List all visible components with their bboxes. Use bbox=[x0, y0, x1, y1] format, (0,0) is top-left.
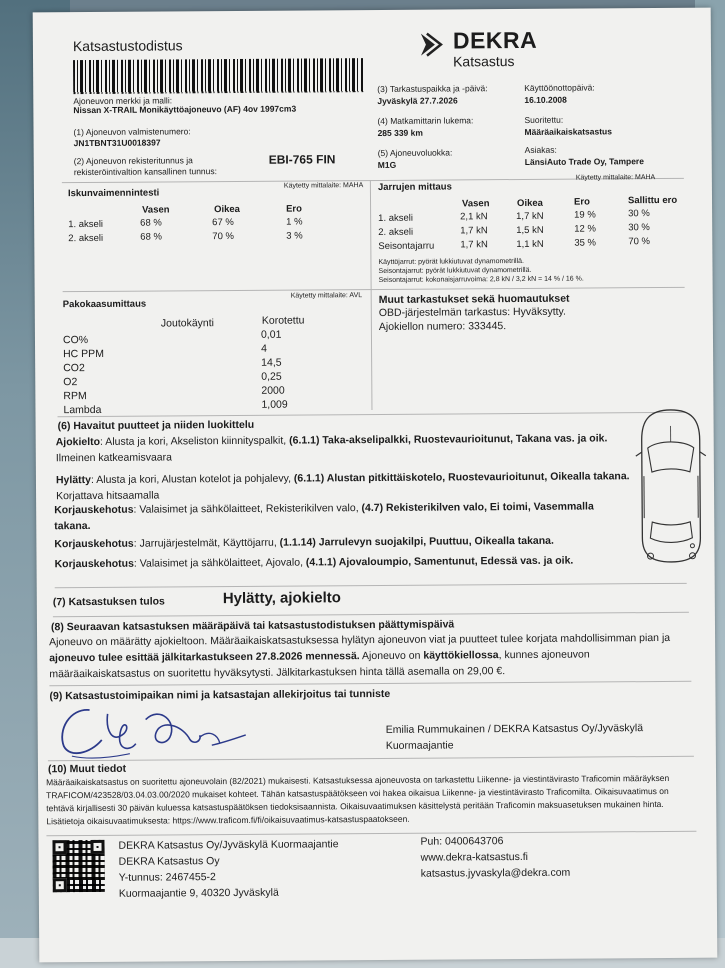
shock-row-label: 1. akseli bbox=[68, 218, 104, 231]
exhaust-col-high: Korotettu bbox=[261, 314, 305, 327]
exhaust-row-label: HC PPM bbox=[63, 347, 104, 361]
defect-text: : Valaisimet ja sähkölaitteet, Rekisterikilven valo, bbox=[133, 502, 362, 516]
exhaust-row-label: Lambda bbox=[63, 403, 102, 417]
brakes-row-right: 1,5 kN bbox=[516, 224, 544, 237]
reg-label-1: (2) Ajoneuvon rekisteritunnus ja bbox=[73, 155, 193, 167]
class-value: M1G bbox=[377, 159, 397, 170]
brakes-col-diff: Ero bbox=[573, 196, 590, 208]
first-use-value: 16.10.2008 bbox=[524, 94, 567, 105]
shock-row-right: 70 % bbox=[212, 230, 234, 243]
brakes-note: Seisontajarrut: pyörät lukkiutuvat dynamometrillä. bbox=[378, 266, 532, 275]
defect-note: Korjattava hitsaamalla bbox=[56, 489, 160, 503]
brakes-row-left: 2,1 kN bbox=[460, 211, 488, 223]
footer-company-line: DEKRA Katsastus Oy/Jyväskylä Kuormaajantie bbox=[118, 838, 339, 852]
brakes-row-allowed: 30 % bbox=[628, 222, 650, 234]
make-model-label: Ajoneuvon merkki ja malli: bbox=[73, 95, 173, 107]
brakes-row-right: 1,7 kN bbox=[516, 210, 544, 223]
exhaust-row-value: 0,01 bbox=[260, 328, 282, 341]
brakes-row-label: 2. akseli bbox=[378, 226, 414, 238]
brakes-device: Käytetty mittalaite: MAHA bbox=[575, 174, 656, 182]
signature-title: (9) Katsastustoimipaikan nimi ja katsastajan allekirjoitus tai tunniste bbox=[49, 687, 391, 703]
footer-company-line: DEKRA Katsastus Oy bbox=[118, 855, 220, 868]
brakes-col-right: Oikea bbox=[516, 197, 543, 210]
other-checks-line: Ajokiellon numero: 333445. bbox=[378, 320, 507, 333]
next-ban: käyttökiellossa bbox=[423, 649, 499, 662]
divider bbox=[55, 583, 687, 588]
defect-text: : Alusta ja kori, Akseliston kiinnityspalkit, bbox=[99, 434, 290, 448]
divider bbox=[63, 287, 685, 292]
result-value: Hylätty, ajokielto bbox=[222, 589, 341, 608]
class-label: (5) Ajoneuvoluokka: bbox=[377, 147, 453, 158]
brakes-row-left: 1,7 kN bbox=[460, 239, 488, 251]
footer-email: katsastus.jyvaskyla@dekra.com bbox=[420, 866, 571, 880]
qr-code-icon bbox=[52, 840, 104, 892]
defect-text: : Alusta ja kori, Alustan kotelot ja pohjalevy, bbox=[90, 472, 294, 486]
shock-row-label: 2. akseli bbox=[68, 232, 104, 245]
defect-entry bbox=[54, 532, 629, 552]
brakes-row-diff: 35 % bbox=[574, 237, 597, 249]
result-label: (7) Katsastuksen tulos bbox=[52, 595, 165, 609]
defect-class: Ajokielto bbox=[55, 435, 101, 449]
defects-title: (6) Havaitut puutteet ja niiden luokittelu bbox=[57, 418, 255, 433]
brakes-row-label: 1. akseli bbox=[378, 212, 414, 224]
qr-corner-icon bbox=[52, 840, 66, 854]
divider bbox=[53, 612, 689, 617]
qr-corner-icon bbox=[53, 878, 67, 892]
brakes-note: Seisontajarrut: kokonaisjarruvoima: 2,8 kN / 3,2 kN = 14 % / 16 %. bbox=[378, 275, 584, 284]
client-label: Asiakas: bbox=[524, 144, 557, 155]
shock-row-diff: 1 % bbox=[286, 216, 303, 228]
defect-detail: (4.7) Rekisterikilven valo, Ei toimi, Vasemmalla takana. bbox=[54, 500, 594, 533]
brakes-row-label: Seisontajarru bbox=[378, 240, 435, 252]
shock-device: Käytetty mittalaite: MAHA bbox=[283, 182, 364, 190]
defect-class: Korjauskehotus bbox=[54, 503, 134, 517]
place-date-value: Jyväskylä 27.7.2026 bbox=[377, 95, 458, 106]
shock-col-diff: Ero bbox=[286, 203, 302, 215]
odometer-label: (4) Matkamittarin lukema: bbox=[377, 115, 474, 126]
dekra-logo-icon bbox=[417, 29, 447, 59]
brand-name: DEKRA bbox=[452, 26, 538, 54]
place-date-label: (3) Tarkastuspaikka ja -päivä: bbox=[377, 83, 488, 94]
brakes-row-left: 1,7 kN bbox=[460, 225, 488, 237]
inspector-name: Emilia Rummukainen / DEKRA Katsastus Oy/Jyväskylä bbox=[385, 722, 644, 736]
shock-col-right: Oikea bbox=[214, 203, 241, 216]
defect-detail: (1.1.14) Jarrulevyn suojakilpi, Puuttuu, Oikealla takana. bbox=[279, 534, 554, 549]
next-text-part: Ajoneuvo on määrätty ajokieltoon. Määräaikaiskatsastuksessa hylätyn ajoneuvon viat ja puutteet tulee korjata mahdollisimman pian ja bbox=[49, 631, 671, 649]
inspector-place: Kuormaajantie bbox=[385, 739, 454, 752]
brakes-row-allowed: 70 % bbox=[628, 236, 651, 248]
shock-col-left: Vasen bbox=[142, 204, 170, 216]
exhaust-row-label: RPM bbox=[63, 390, 87, 403]
make-model-value: Nissan X-TRAIL Monikäyttöajoneuvo (AF) 4ov 1997cm3 bbox=[73, 103, 297, 116]
exhaust-row-value: 14,5 bbox=[261, 356, 282, 369]
exhaust-row-label: O2 bbox=[63, 376, 78, 389]
brakes-note: Käyttöjarrut: pyörät lukkiutuvat dynamometrillä. bbox=[378, 257, 524, 266]
barcode bbox=[73, 58, 363, 94]
brakes-row-diff: 12 % bbox=[574, 223, 596, 235]
defect-class: Korjauskehotus bbox=[54, 537, 134, 551]
divider bbox=[58, 412, 686, 417]
other-checks-title: Muut tarkastukset sekä huomautukset bbox=[378, 292, 570, 306]
exhaust-device: Käytetty mittalaite: AVL bbox=[290, 292, 363, 300]
next-text bbox=[49, 630, 689, 682]
other-checks-line: OBD-järjestelmän tarkastus: Hyväksytty. bbox=[378, 305, 566, 319]
next-title: (8) Seuraavan katsastuksen määräpäivä tai katsastustodistuksen päättymispäivä bbox=[50, 618, 455, 634]
shock-row-right: 67 % bbox=[212, 216, 234, 229]
footer-website: www.dekra-katsastus.fi bbox=[420, 850, 529, 864]
exhaust-row-label: CO2 bbox=[63, 362, 85, 375]
exhaust-row-label: CO% bbox=[62, 333, 89, 347]
exhaust-row-value: 1,009 bbox=[261, 398, 288, 411]
first-use-label: Käyttöönottopäivä: bbox=[524, 82, 595, 93]
shock-row-diff: 3 % bbox=[286, 230, 303, 242]
footer-address: Kuormaajantie 9, 40320 Jyväskylä bbox=[118, 886, 279, 900]
performed-value: Määräaikaiskatsastus bbox=[524, 126, 612, 137]
divider bbox=[370, 180, 373, 410]
brakes-row-allowed: 30 % bbox=[628, 208, 650, 220]
defect-detail: (6.1.1) Alustan pitkittäiskotelo, Ruostevaurioitunut, Oikealla takana. bbox=[293, 470, 630, 485]
footer-phone: Puh: 0400643706 bbox=[420, 835, 504, 848]
defect-text: : Valaisimet ja sähkölaitteet, Ajovalo, bbox=[133, 556, 306, 570]
next-text-part: , kunnes ajoneuvon määräaikaiskatsastus on suoritettu hyväksytysti. Jälkitarkastuksen hinta tällä asemalla on 29,00 €. bbox=[49, 648, 590, 681]
brakes-title: Jarrujen mittaus bbox=[377, 181, 452, 193]
defect-text: : Jarrujärjestelmät, Käyttöjarru, bbox=[133, 536, 280, 550]
shock-row-left: 68 % bbox=[140, 231, 162, 243]
exhaust-row-value: 2000 bbox=[261, 384, 285, 397]
defect-entry bbox=[54, 498, 629, 534]
vin-label: (1) Ajoneuvon valmistenumero: bbox=[73, 126, 191, 138]
divider bbox=[46, 831, 696, 837]
exhaust-row-value: 0,25 bbox=[261, 370, 282, 383]
car-top-view-icon bbox=[633, 406, 708, 567]
brakes-col-allowed: Sallittu ero bbox=[627, 194, 678, 207]
defect-note: Ilmeinen katkeamisvaara bbox=[55, 451, 172, 465]
defect-detail: (4.1.1) Ajovaloumpio, Samentunut, Edessä vas. ja oik. bbox=[305, 554, 574, 569]
handwritten-signature-icon bbox=[49, 699, 249, 764]
vin-value: JN1TBNT31U0018397 bbox=[73, 137, 161, 149]
brand-sub: Katsastus bbox=[452, 53, 515, 70]
next-text-part: Ajoneuvo on bbox=[359, 649, 424, 663]
inspection-certificate bbox=[33, 8, 718, 963]
defect-entry bbox=[56, 430, 631, 466]
qr-corner-icon bbox=[90, 840, 104, 854]
defect-detail: (6.1.1) Taka-akselipalkki, Ruostevaurioitunut, Takana vas. ja oik. bbox=[289, 432, 608, 447]
misc-title: (10) Muut tiedot bbox=[47, 762, 127, 776]
defect-class: Hylätty bbox=[55, 473, 92, 487]
odometer-value: 285 339 km bbox=[377, 127, 423, 138]
doc-title: Katsastustodistus bbox=[72, 37, 183, 55]
defect-entry bbox=[54, 552, 629, 572]
divider bbox=[49, 681, 691, 686]
misc-text: Määräaikaiskatsastus on suoritettu ajoneuvolain (82/2021) mukaisesti. Katsastuksessa ajoneuvosta on tarkastettu Liikenne- ja viestintävirasto Traficomin määräyksen TRAFICOM/423528/03.04.03.00/2020 mukaiset kohteet. Tähän katsastuspäätökseen voi hakea oikaisua Liikenne- ja viestintävirasto Traficomilta. Oikaisuvaatimus on tehtävä kirjallisesti 30 päivän kuluessa katsastuspäätöksen tiedoksisaannista. Oikaisuvaatimuksen käsittelystä peritään Traficomin maksuasetuksen mukainen hinta. Lisätietoja oikaisuvaatimuksesta: https://www.traficom.fi/fi/oikaisuvaatimus-katsastuspaatokseen. bbox=[46, 772, 670, 827]
brakes-row-diff: 19 % bbox=[574, 209, 596, 221]
reg-label-2: rekisteröintivaltion kansallinen tunnus: bbox=[73, 166, 218, 178]
brakes-col-left: Vasen bbox=[462, 198, 490, 210]
exhaust-col-idle: Joutokäynti bbox=[160, 317, 215, 330]
defect-class: Korjauskehotus bbox=[54, 557, 134, 571]
brakes-row-right: 1,1 kN bbox=[516, 238, 544, 251]
performed-label: Suoritettu: bbox=[524, 114, 564, 125]
client-value: LänsiAuto Trade Oy, Tampere bbox=[524, 156, 644, 167]
shock-row-left: 68 % bbox=[140, 217, 162, 229]
exhaust-row-value: 4 bbox=[261, 342, 267, 355]
exhaust-title: Pakokaasumittaus bbox=[62, 298, 147, 311]
reg-value: EBI-765 FIN bbox=[268, 152, 336, 167]
shock-title: Iskunvaimennintesti bbox=[67, 187, 160, 200]
next-deadline: ajoneuvo tulee esittää jälkitarkastukseen 27.8.2026 mennessä. bbox=[49, 650, 360, 665]
footer-company-line: Y-tunnus: 2467455-2 bbox=[118, 871, 216, 884]
